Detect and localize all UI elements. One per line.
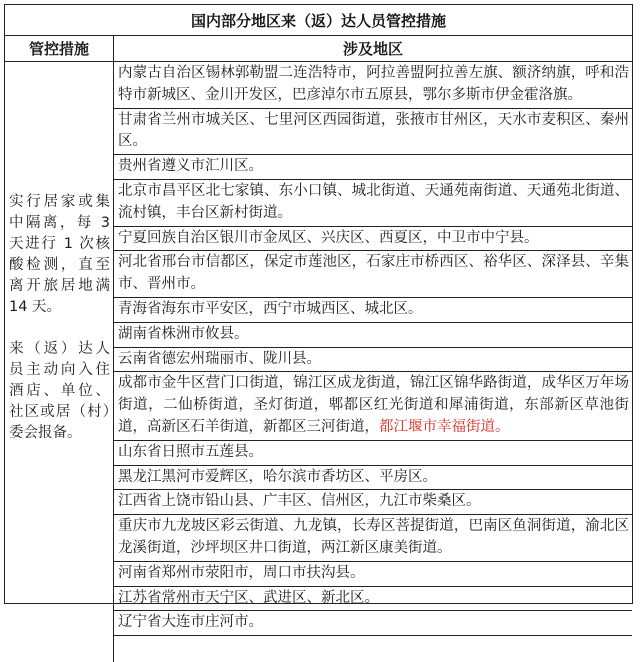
area-text: 湖南省株洲市攸县。 <box>118 325 249 342</box>
area-row <box>114 490 632 515</box>
table-body <box>5 62 632 662</box>
header-measure: 管控措施 <box>5 36 114 61</box>
area-row <box>114 227 632 252</box>
area-text: 内蒙古自治区锡林郭勒盟二连浩特市，阿拉善盟阿拉善左旗、额济纳旗，呼和浩特市新城区、金川开发区，巴彦淖尔市五原县，鄂尔多斯市伊金霍洛旗。 <box>118 65 629 103</box>
area-row <box>114 155 632 180</box>
header-row <box>5 36 632 62</box>
measures-table <box>4 4 633 631</box>
area-text: 青海省海东市平安区，西宁市城西区、城北区。 <box>118 300 423 317</box>
area-row <box>114 62 632 109</box>
area-text: 宁夏回族自治区银川市金凤区、兴庆区、西夏区，中卫市中宁县。 <box>118 229 539 246</box>
highlighted-area-text: 都江堰市幸福街道。 <box>379 418 510 435</box>
measure-text: 实行居家或集中隔离，每 3 天进行 1 次核酸检测，直至离开旅居地满 14 天。 <box>9 194 110 315</box>
area-text: 重庆市九龙坡区彩云街道、九龙镇，长寿区菩提街道，巴南区鱼洞街道，渝北区龙溪街道，沙坪坝区井口街道，两江新区康美街道。 <box>118 518 629 556</box>
area-row <box>114 109 632 156</box>
area-row <box>114 587 632 612</box>
area-row <box>114 466 632 491</box>
area-row <box>114 323 632 348</box>
area-row <box>114 372 632 440</box>
area-row <box>114 562 632 587</box>
area-text: 成都市金牛区营门口街道，锦江区成龙街道，锦江区锦华路街道，成华区万年场街道，二仙桥街道，圣灯街道，郫都区红光街道和犀浦街道，东部新区草池街道，高新区石羊街道，新都区三河街道， <box>118 375 629 435</box>
area-text: 贵州省遵义市汇川区。 <box>118 158 263 175</box>
measure-cell <box>5 62 114 662</box>
area-row <box>114 441 632 466</box>
area-row <box>114 515 632 562</box>
area-row <box>114 251 632 298</box>
area-list <box>114 62 632 662</box>
area-row <box>114 348 632 373</box>
area-row <box>114 611 632 636</box>
area-row <box>114 298 632 323</box>
area-text: 甘肃省兰州市城关区、七里河区西园街道，张掖市甘州区，天水市麦积区、秦州区。 <box>118 111 629 150</box>
area-row <box>114 180 632 227</box>
area-text: 河北省邢台市信都区，保定市莲池区，石家庄市桥西区、裕华区、深泽县、辛集市、晋州市。 <box>118 254 629 293</box>
area-text: 江苏省常州市天宁区、武进区、新北区。 <box>118 589 379 606</box>
header-area: 涉及地区 <box>342 40 403 58</box>
measure-text: 来（返）达人员主动向入住酒店、单位、社区或居（村）委会报备。 <box>9 341 110 441</box>
area-text: 山东省日照市五莲县。 <box>118 443 263 460</box>
area-text: 辽宁省大连市庄河市。 <box>118 614 263 631</box>
area-text: 黑龙江黑河市爱辉区，哈尔滨市香坊区、平房区。 <box>118 468 437 485</box>
area-text: 江西省上饶市铅山县、广丰区、信州区，九江市柴桑区。 <box>118 493 481 510</box>
table-title: 国内部分地区来（返）达人员管控措施 <box>5 5 632 36</box>
area-text: 北京市昌平区北七家镇、东小口镇、城北街道、天通苑南街道、天通苑北街道、流村镇，丰台区新村街道。 <box>118 182 629 221</box>
area-text: 河南省郑州市荥阳市，周口市扶沟县。 <box>118 564 365 581</box>
area-text: 云南省德宏州瑞丽市、陇川县。 <box>118 350 321 367</box>
